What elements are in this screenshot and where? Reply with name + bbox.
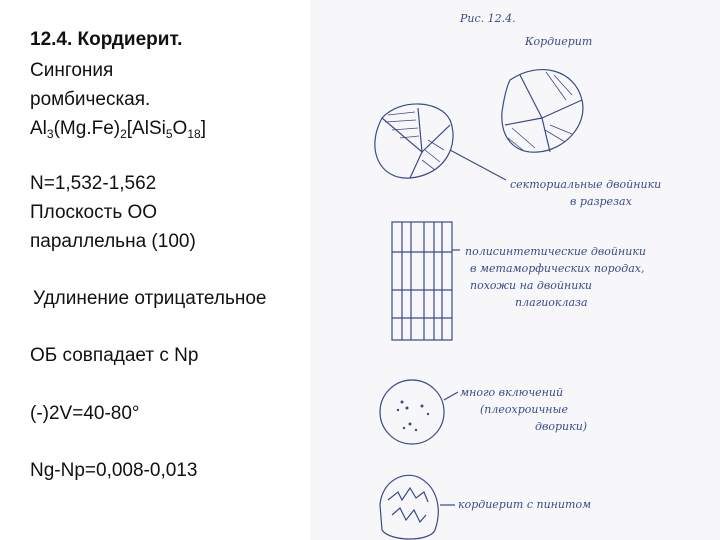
handwritten-sketch-panel — [310, 0, 720, 540]
note-polysynthetic-2: в метаморфических породах, — [470, 262, 645, 275]
note-polysynthetic-1: полисинтетические двойники — [465, 245, 646, 258]
caption-mineral: Кордиерит — [525, 35, 593, 48]
birefringence: Ng-Np=0,008-0,013 — [30, 460, 198, 481]
optic-plane-line-2: параллельна (100) — [30, 231, 196, 252]
note-sector-twins-2: в разрезах — [570, 195, 632, 208]
mineral-title: 12.4. Кордиерит. — [30, 29, 183, 50]
note-polysynthetic-3: похожи на двойники — [470, 279, 592, 292]
note-polysynthetic-4: плагиоклаза — [515, 296, 588, 309]
note-pinite: кордиерит с пинитом — [458, 498, 592, 511]
chemical-formula: $Al_3(Mg.Fe)_2[AlSi_5O_{18}]$ — [30, 118, 206, 141]
pinite-sketch — [380, 475, 455, 539]
sector-twin-sketch — [375, 70, 583, 180]
caption-figure: Рис. 12.4. — [460, 12, 516, 25]
inclusions-sketch — [380, 380, 458, 444]
optic-plane-line-1: Плоскость ОО — [30, 202, 158, 223]
ob-orientation: ОБ совпадает с Np — [30, 345, 199, 366]
crystal-system: ромбическая. — [30, 89, 151, 110]
text-panel — [0, 0, 310, 540]
note-sector-twins-1: секториальные двойники — [510, 178, 662, 191]
note-inclusions-2: (плеохроичные — [480, 403, 569, 416]
optic-angle: (-)2V=40-80° — [30, 403, 140, 424]
note-inclusions-3: дворики) — [535, 420, 588, 433]
sketch-drawing — [310, 0, 720, 540]
note-inclusions-1: много включений — [460, 386, 564, 399]
refractive-index: N=1,532-1,562 — [30, 173, 157, 194]
syngony-label: Сингония — [30, 60, 114, 81]
elongation: Удлинение отрицательное — [33, 288, 267, 309]
polysynthetic-twin-sketch — [392, 222, 460, 340]
